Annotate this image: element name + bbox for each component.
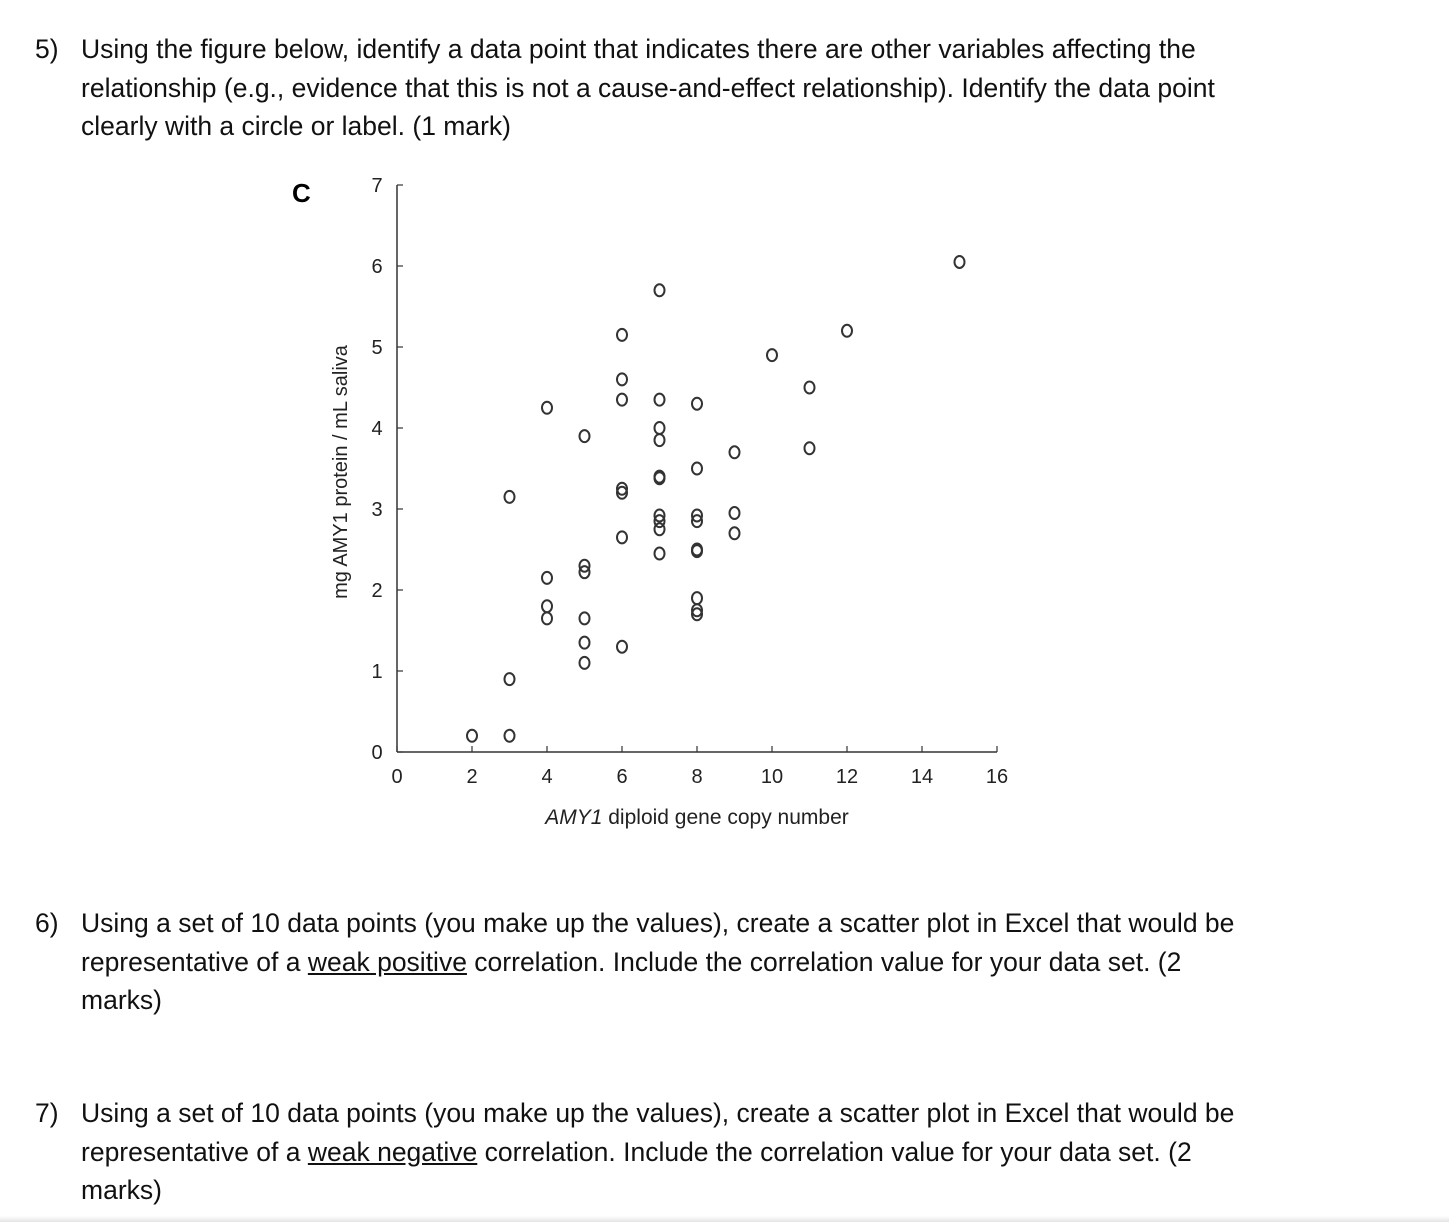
x-tick-label: 6	[616, 766, 628, 788]
page-edge	[0, 1216, 1449, 1222]
data-point	[617, 394, 627, 406]
question-number: 5)	[35, 34, 59, 64]
question-text: Using a set of 10 data points (you make up the values), create a scatter plot in Excel that would be representative of a weak positive correlation. Include the correlation value for your data set. (2 marks)	[81, 908, 1235, 1015]
panel-label: C	[292, 178, 311, 208]
question-text: Using a set of 10 data points (you make up the values), create a scatter plot in Excel that would be representative of a weak negative correlation. Include the correlation value for your data set. (2 marks)	[81, 1098, 1235, 1205]
data-point	[580, 637, 590, 649]
data-point	[505, 673, 515, 685]
x-tick-label: 0	[391, 766, 403, 788]
x-axis-label-rest: diploid gene copy number	[602, 806, 849, 829]
y-tick-label: 0	[371, 742, 383, 764]
data-point	[617, 329, 627, 341]
data-point	[730, 446, 740, 458]
y-tick-label: 5	[371, 337, 383, 359]
data-point	[580, 430, 590, 442]
scatter-chart	[280, 160, 1020, 850]
emphasis: weak positive	[307, 946, 467, 977]
question-text: Using the figure below, identify a data point that indicates there are other variables affecting the relationship (e.g., evidence that this is not a cause-and-effect relationship). Identify the data point clearly with a circle or label. (1 mark)	[81, 34, 1215, 141]
data-point	[655, 284, 665, 296]
data-point	[692, 592, 702, 604]
data-point	[842, 325, 852, 337]
data-point	[580, 612, 590, 624]
data-point	[617, 531, 627, 543]
data-point	[617, 641, 627, 653]
data-point	[955, 256, 965, 268]
data-point	[580, 657, 590, 669]
question-5	[35, 30, 1261, 146]
data-point	[542, 600, 552, 612]
x-tick-label: 2	[466, 766, 478, 788]
data-point	[505, 491, 515, 503]
question-6	[35, 904, 1261, 1020]
data-point	[655, 434, 665, 446]
x-tick-label: 8	[691, 766, 703, 788]
axes	[397, 185, 997, 752]
x-axis-label	[543, 806, 849, 829]
x-tick-label: 10	[760, 766, 784, 788]
x-tick-label: 16	[985, 766, 1009, 788]
question-number: 6)	[35, 908, 59, 938]
data-point	[467, 730, 477, 742]
tick-labels	[371, 175, 1008, 788]
question-7	[35, 1094, 1261, 1210]
data-point	[730, 507, 740, 519]
data-points	[467, 256, 965, 742]
emphasis: weak negative	[307, 1136, 478, 1167]
x-tick-label: 14	[910, 766, 934, 788]
y-tick-label: 6	[371, 256, 383, 278]
x-tick-label: 4	[541, 766, 553, 788]
data-point	[655, 394, 665, 406]
x-axis-label-gene: AMY1	[545, 806, 603, 829]
data-point	[730, 527, 740, 539]
data-point	[655, 422, 665, 434]
data-point	[505, 730, 515, 742]
data-point	[805, 382, 815, 394]
y-tick-label: 4	[371, 418, 383, 440]
y-tick-label: 3	[371, 499, 383, 521]
data-point	[805, 442, 815, 454]
data-point	[617, 373, 627, 385]
question-number: 7)	[35, 1098, 59, 1128]
x-tick-label: 12	[835, 766, 859, 788]
data-point	[542, 572, 552, 584]
y-tick-label: 2	[371, 580, 383, 602]
data-point	[655, 548, 665, 560]
data-point	[655, 523, 665, 535]
data-point	[542, 612, 552, 624]
y-tick-label: 1	[371, 661, 383, 683]
data-point	[767, 349, 777, 361]
data-point	[692, 398, 702, 410]
y-axis-label: mg AMY1 protein / mL saliva	[330, 345, 352, 599]
data-point	[692, 463, 702, 475]
y-tick-label: 7	[371, 175, 383, 197]
data-point	[542, 402, 552, 414]
